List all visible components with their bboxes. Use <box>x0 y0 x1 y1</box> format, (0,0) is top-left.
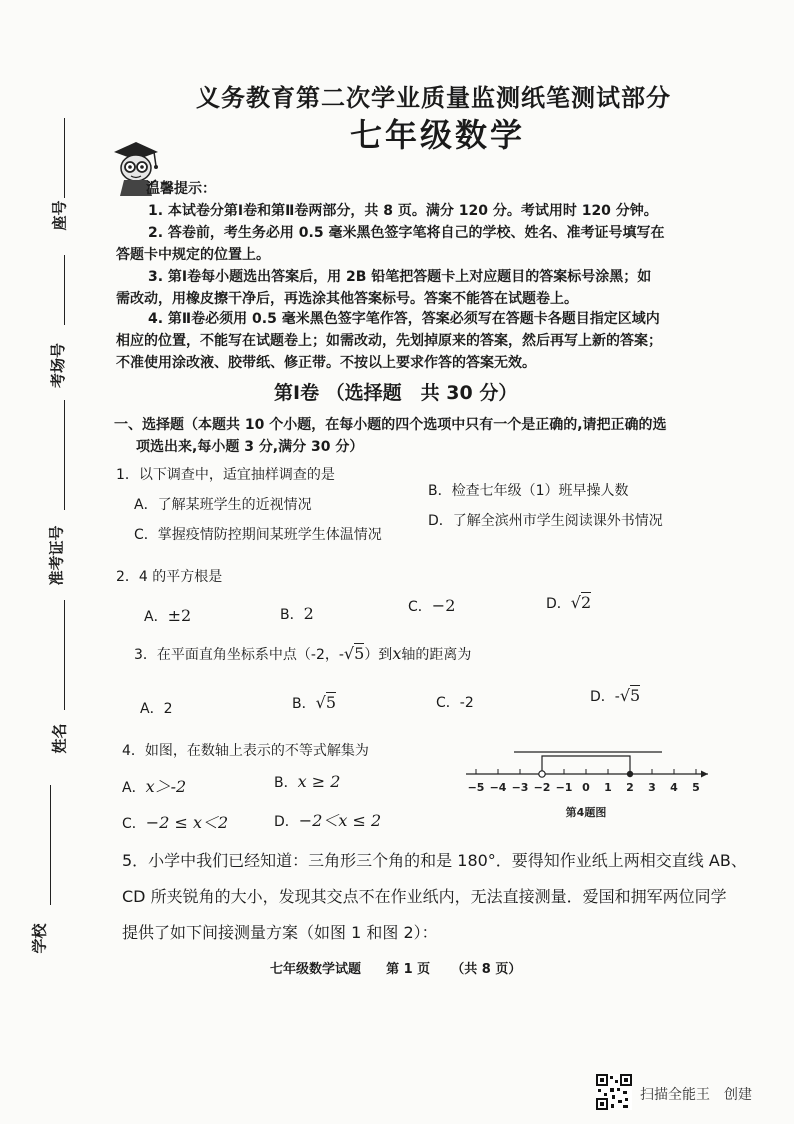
q5-line-2: CD 所夹锐角的大小，发现其交点不在作业纸内，无法直接测量．爱国和拥军两位同学 <box>122 887 727 906</box>
q3-option-a: A．2 <box>140 701 173 717</box>
q2-option-b <box>280 604 314 624</box>
page-footer <box>270 958 521 977</box>
q4-b-value: x ≥ 2 <box>297 772 341 791</box>
q4-stem: 4．如图，在数轴上表示的不等式解集为 <box>122 743 369 759</box>
q2-c-value: −2 <box>431 596 456 615</box>
footer-page: 第 1 页 <box>386 962 431 977</box>
q4-c-value: −2 ≤ x＜2 <box>145 813 229 832</box>
q2-d-label: D． <box>546 596 571 612</box>
q3-b-radicand: 5 <box>325 693 336 712</box>
margin-label-seat: 座号 <box>50 200 69 231</box>
q4-d-value: −2＜x ≤ 2 <box>298 811 382 830</box>
notice-line-2: 2. 答卷前，考生务必用 0.5 毫米黑色签字笔将自己的学校、姓名、准考证号填写在 <box>148 225 665 241</box>
margin-line-room <box>64 255 65 325</box>
q2-c-label: C． <box>408 599 432 615</box>
notice-heading: 温馨提示： <box>146 181 216 197</box>
q3-stem <box>134 644 471 664</box>
footer-title: 七年级数学试题 <box>270 962 362 977</box>
sqrt-icon: √ <box>570 593 581 612</box>
q4-b-label: B． <box>274 775 298 791</box>
margin-label-room: 考场号 <box>49 342 68 389</box>
q2-option-c <box>408 596 455 616</box>
sqrt-icon: √ <box>619 686 631 705</box>
q3-stem-pre: 3．在平面直角坐标系中点（-2，- <box>134 647 344 663</box>
scanner-watermark: 扫描全能王 创建 <box>640 1087 752 1103</box>
tick-label: −2 <box>533 781 551 794</box>
q5-line-1: 5．小学中我们已经知道：三角形三个角的和是 180°．要得知作业纸上两相交直线 AB、 <box>122 851 747 870</box>
margin-line-school <box>50 785 51 905</box>
margin-line-name <box>64 600 65 710</box>
q2-a-label: A． <box>144 609 168 625</box>
q3-stem-post: ）到 <box>364 647 393 663</box>
q1-option-d: D．了解全滨州市学生阅读课外书情况 <box>428 513 663 529</box>
exam-title: 七年级数学 <box>350 116 526 154</box>
notice-line-3: 答题卡中规定的位置上。 <box>116 247 270 263</box>
q4-a-label: A． <box>122 780 146 796</box>
axis-arrow-icon <box>701 771 708 778</box>
sqrt-icon: √ <box>343 644 355 663</box>
margin-line-seat <box>64 118 65 198</box>
q5-line-3: 提供了如下间接测量方案（如图 1 和图 2）： <box>122 923 438 942</box>
exam-subtitle: 义务教育第二次学业质量监测纸笔测试部分 <box>196 83 671 112</box>
q3-stem-radicand: 5 <box>354 644 365 663</box>
q2-a-value: ±2 <box>167 606 192 625</box>
tick-label: −4 <box>489 781 507 794</box>
figure-caption: 第4题图 <box>565 806 607 819</box>
q3-option-d <box>590 686 640 706</box>
notice-line-8: 不准使用涂改液、胶带纸、修正带。不按以上要求作答的答案无效。 <box>116 355 536 371</box>
tick-label: 0 <box>582 781 590 794</box>
tick-label: 4 <box>670 781 678 794</box>
tick-label: 3 <box>648 781 656 794</box>
tick-label: −5 <box>467 781 485 794</box>
q3-option-c: C．-2 <box>436 695 474 711</box>
notice-line-6: 4. 第Ⅱ卷必须用 0.5 毫米黑色签字笔作答，答案必须写在答题卡各题目指定区域内 <box>148 311 660 327</box>
q4-a-value: x＞-2 <box>145 777 187 796</box>
margin-label-name: 姓名 <box>50 723 69 754</box>
margin-label-ticket: 准考证号 <box>47 525 66 586</box>
q4-c-label: C． <box>122 816 146 832</box>
margin-label-school: 学校 <box>30 923 49 954</box>
notice-line-1: 1. 本试卷分第Ⅰ卷和第Ⅱ卷两部分，共 8 页。满分 120 分。考试用时 120 分钟。 <box>148 203 658 219</box>
q4-option-c <box>122 810 228 833</box>
q1-option-b: B．检查七年级（1）班早操人数 <box>428 483 629 499</box>
closed-point-2 <box>627 771 633 777</box>
q1-option-a: A．了解某班学生的近视情况 <box>134 497 312 513</box>
open-point-minus-2 <box>539 771 545 777</box>
q3-d-radicand: 5 <box>630 686 641 705</box>
q4-d-label: D． <box>274 814 299 830</box>
notice-line-5: 需改动，用橡皮擦干净后，再选涂其他答案标号。答案不能答在试题卷上。 <box>116 291 578 307</box>
section-title: 第Ⅰ卷 （选择题 共 30 分） <box>274 382 518 404</box>
q1-stem: 1．以下调查中，适宜抽样调查的是 <box>116 467 335 483</box>
q4-number-line-figure <box>462 742 712 822</box>
q2-option-a <box>144 606 191 626</box>
q4-option-b <box>274 772 340 792</box>
section-instruction-2: 项选出来,每小题 3 分,满分 30 分） <box>136 439 364 455</box>
notice-line-4: 3. 第Ⅰ卷每小题选出答案后，用 2B 铅笔把答题卡上对应题目的答案标号涂黑；如 <box>148 269 652 285</box>
q2-d-radicand: 2 <box>580 593 592 612</box>
tick-label: −3 <box>511 781 529 794</box>
q3-option-b <box>292 693 336 713</box>
q2-b-value: 2 <box>303 604 314 623</box>
footer-total: （共 8 页） <box>451 962 522 977</box>
q4-option-d <box>274 808 381 831</box>
q2-b-label: B． <box>280 607 304 623</box>
sqrt-icon: √ <box>315 693 326 712</box>
q3-stem-var: x <box>392 644 402 663</box>
q3-d-label: D．- <box>590 689 620 705</box>
notice-line-7: 相应的位置，不能写在试题卷上；如需改动，先划掉原来的答案，然后再写上新的答案； <box>116 333 662 349</box>
q2-stem: 2．4 的平方根是 <box>116 569 223 585</box>
number-line-ticks <box>476 769 696 774</box>
q2-option-d <box>546 593 591 613</box>
tick-label: 2 <box>626 781 634 794</box>
section-instruction-1: 一、选择题（本题共 10 个小题，在每小题的四个选项中只有一个是正确的,请把正确的选 <box>114 417 667 433</box>
margin-line-ticket <box>64 400 65 510</box>
q1-option-c: C．掌握疫情防控期间某班学生体温情况 <box>134 527 382 543</box>
tick-label: 5 <box>692 781 700 794</box>
q3-stem-end: 轴的距离为 <box>401 647 472 663</box>
q3-b-label: B． <box>292 696 316 712</box>
q4-option-a <box>122 774 186 797</box>
tick-label: −1 <box>555 781 573 794</box>
qr-code-icon <box>596 1074 632 1110</box>
tick-label: 1 <box>604 781 612 794</box>
